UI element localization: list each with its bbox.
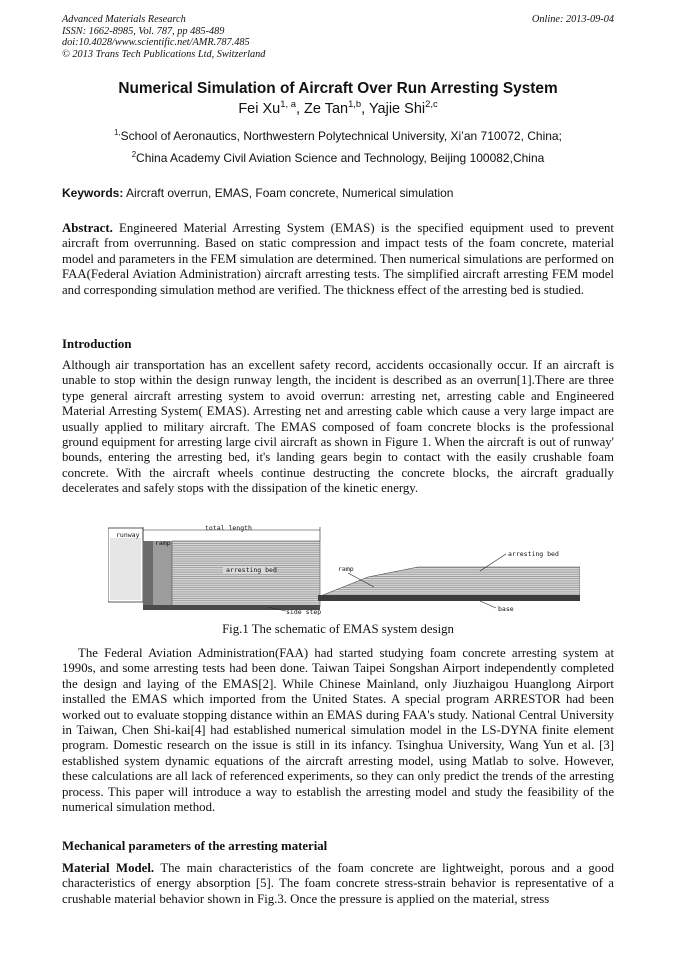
author-superscript: 2,c [425,98,438,110]
label-base: base [498,605,514,613]
issn-line: ISSN: 1662-8985, Vol. 787, pp 485-489 [62,25,225,37]
plan-view [108,524,321,615]
introduction-paragraph-1: Although air transportation has an excellent safety record, accidents occasionally occur. If an aircraft is unable to stop within the design runway length, the incident is described as an overrun[1].There are three type general aircraft arresting system to avoid overrun: arresting net, arresting cable and Engineered Material Arresting System( EMAS). Arresting net and arresting cable which cause a very large impact are usually applied to military aircraft. The EMAS composed of foam concrete blocks is the professional ground equipment for arresting large civil aircraft as shown in Figure 1. When the aircraft is out of runway' bounds, entering the arresting bed, it's landing gears begin to contact with the easily crushable foam concrete. With the aircraft wheels continue destructing the concrete blocks, the aircraft gradually decelerates and safely stops with the dissipation of the kinetic energy. [62,358,614,496]
mechanical-heading: Mechanical parameters of the arresting material [62,839,328,853]
label-side-step: side step [286,608,322,615]
affiliation-1 [62,129,614,143]
author-name: Fei Xu [238,101,281,117]
label-ramp-profile: ramp [338,565,354,573]
base-layer [318,595,580,601]
label-arresting-bed-profile: arresting bed [508,550,559,558]
label-total-length: total length [205,524,252,532]
ramp-block [153,541,172,607]
author-superscript: 1,b [348,98,362,110]
affiliation-text: School of Aeronautics, Northwestern Polytechnical University, Xi’an 710072, China; [120,129,562,143]
paper-title: Numerical Simulation of Aircraft Over Run Arresting System [118,80,558,97]
runway-shade [110,538,141,600]
emas-schematic [108,521,580,615]
label-arresting-bed-plan: arresting bed [226,566,277,574]
figure-1 [108,521,580,615]
author-name: Ze Tan [304,101,349,117]
author-list [62,98,614,117]
doi-line: doi:10.4028/www.scientific.net/AMR.787.485 [62,37,250,49]
author-superscript: 1, a [280,98,296,110]
material-model-paragraph [62,861,614,907]
arresting-bed-profile [318,567,580,597]
keywords-label: Keywords: [62,186,124,200]
profile-view [318,550,580,613]
label-runway: runway [116,531,140,539]
copyright-line: © 2013 Trans Tech Publications Ltd, Switzerland [62,48,266,60]
material-model-text: The main characteristics of the foam concrete are lightweight, porous and a good characteristics of energy absorption [5]. The foam concrete stress-strain behavior is representative of a crushable material behavior shown in Fig.3. Once the pressure is applied on the material, stress [62,861,614,906]
introduction-paragraph-2: The Federal Aviation Administration(FAA) had started studying foam concrete arresting system at 1990s, and some arresting tests had been done. Taiwan Taipei Songshan Airport independently completed the design and laying of the EMAS[2]. While Chinese Mainland, only Jiuzhaigou Huanglong Airport installed the EMAS which imported from the United States. A special program ARRESTOR had been worked out to evaluate stopping distance within an EMAS during FAA's study. National Central University in Taiwan, Chen Shi-kai[4] had established numerical simulation model in the LS-DYNA finite element program. Domestic research on the issue is still in its infancy. Tsinghua University, Wang Yun et al. [3] established system dynamic equations of the aircraft arresting model, using Matlab to solve. However, these calculations are all lack of referenced experiments, so they can only predict the trends of the arresting process. This paper will introduce a way to establish the arresting model and study the feasibility of the numerical simulation method. [62,646,614,815]
base-leader [480,601,496,608]
keywords-text: Aircraft overrun, EMAS, Foam concrete, Numerical simulation [126,186,454,200]
figure-caption: Fig.1 The schematic of EMAS system design [222,622,454,636]
online-date: Online: 2013-09-04 [531,14,614,25]
affiliation-2 [62,151,614,165]
setback-block [143,541,153,607]
affiliation-text: China Academy Civil Aviation Science and Technology, Beijing 100082,China [136,151,545,165]
running-header [62,14,614,60]
abstract [62,221,614,298]
abstract-label: Abstract. [62,221,113,235]
label-ramp-plan: ramp [155,539,171,547]
author-separator: , [295,101,304,117]
author-separator: , [361,101,369,117]
introduction-heading: Introduction [62,337,132,351]
abstract-text: Engineered Material Arresting System (EMAS) is the specified equipment used to prevent aircraft from overrunning. Based on static compression and impact tests of the foam concrete, material model and parameters in the FEM simulation are determined. Then numerical simulations are performed on FAA(Federal Aviation Administration) aircraft arresting tests. The simplified aircraft arresting FEM model and corresponding simulation method are verified. The thickness effect of the arresting bed is studied. [62,221,614,297]
affiliation-superscript: 1, [114,128,121,137]
material-model-label: Material Model. [62,861,155,875]
journal-name: Advanced Materials Research [62,14,186,25]
keywords [62,186,614,200]
affiliation-superscript: 2 [131,150,137,159]
author-name: Yajie Shi [368,101,426,117]
